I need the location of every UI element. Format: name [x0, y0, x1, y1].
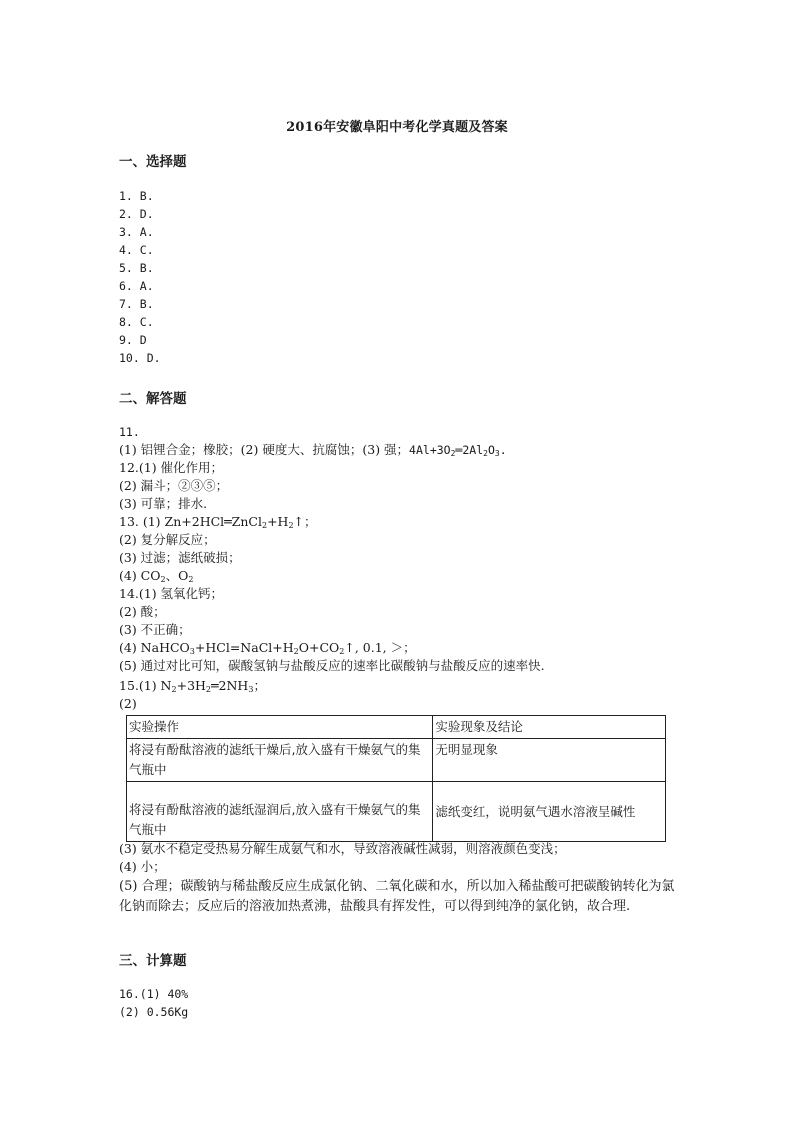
answer-item: 5. B.: [119, 261, 154, 275]
table-row: [127, 739, 666, 782]
q15-part5: (5) 合理；碳酸钠与稀盐酸反应生成氯化钠、二氧化碳和水，所以加入稀盐酸可把碳酸钠转化为氯化钠而除去；反应后的溶液加热煮沸，盐酸具有挥发性，可以得到纯净的氯化钠，故合理.: [119, 879, 675, 914]
answer-item: 1. B.: [119, 189, 154, 203]
q15-part2: (2): [119, 696, 137, 711]
q13-part4: (4) $CO_2$、$O_2$: [119, 568, 194, 584]
answer-item: 9. D: [119, 333, 147, 347]
answer-item: 10. D.: [119, 351, 161, 365]
q15-part1: 15.(1) $N_2+3H_2═2NH_3$；: [119, 678, 266, 694]
q12-part2: (2) 漏斗；②③⑤；: [119, 478, 229, 493]
table-header-row: [127, 716, 666, 739]
q14-part1: 14.(1) 氢氧化钙；: [119, 586, 224, 601]
answer-item: 8. C.: [119, 315, 154, 329]
q11-text: (1) 铝锂合金；橡胶；(2) 硬度大、抗腐蚀；(3) 强；: [119, 442, 410, 457]
section-heading-answer: 二、解答题: [119, 391, 187, 407]
experiment-table: [126, 715, 666, 842]
q15-part4: (4) 小；: [119, 859, 166, 874]
q14-part4: (4) $NaHCO_3+HCl=NaCl+H_2O+CO_2↑$, 0.1, ＞；: [119, 640, 416, 656]
q11-equation: $4Al+3O_2═2Al_2O_3$.: [409, 443, 507, 458]
answer-item: 4. C.: [119, 243, 154, 257]
table-row: [127, 782, 666, 842]
answer-item: 7. B.: [119, 297, 154, 311]
section-heading-calculation: 三、计算题: [119, 953, 187, 969]
answer-item: 6. A.: [119, 279, 154, 293]
table-cell: 将浸有酚酞溶液的滤纸干燥后,放入盛有干燥氨气的集气瓶中: [127, 739, 433, 782]
q16-part2: (2) 0.56Kg: [119, 1005, 189, 1019]
q13-part2: (2) 复分解反应；: [119, 532, 216, 547]
q14-part2: (2) 酸；: [119, 604, 166, 619]
document-title: 2016年安徽阜阳中考化学真题及答案: [286, 120, 508, 135]
q16-part1: 16.(1) 40%: [119, 987, 189, 1001]
q11-number: 11.: [119, 425, 140, 439]
answer-item: 3. A.: [119, 225, 154, 239]
q15-part3: (3) 氨水不稳定受热易分解生成氨气和水，导致溶液碱性减弱，则溶液颜色变浅；: [119, 841, 566, 856]
table-cell: 滤纸变红，说明氨气遇水溶液呈碱性: [433, 782, 666, 842]
table-cell: 无明显现象: [433, 739, 666, 782]
table-cell: 将浸有酚酞溶液的滤纸湿润后,放入盛有干燥氨气的集气瓶中: [127, 782, 433, 842]
q12-part3: (3) 可靠；排水.: [119, 496, 208, 511]
table-header-cell: 实验操作: [127, 716, 433, 739]
q14-part5: (5) 通过对比可知，碳酸氢钠与盐酸反应的速率比碳酸钠与盐酸反应的速率快.: [119, 658, 545, 673]
table-header-cell: 实验现象及结论: [433, 716, 666, 739]
answer-item: 2. D.: [119, 207, 154, 221]
q13-part1: 13. (1) $Zn+2HCl═ZnCl_2+H_2↑$；: [119, 514, 317, 530]
q14-part3: (3) 不正确；: [119, 622, 191, 637]
q13-part3: (3) 过滤；滤纸破损；: [119, 550, 241, 565]
q12-part1: 12.(1) 催化作用；: [119, 460, 224, 475]
section-heading-choice: 一、选择题: [119, 154, 187, 170]
